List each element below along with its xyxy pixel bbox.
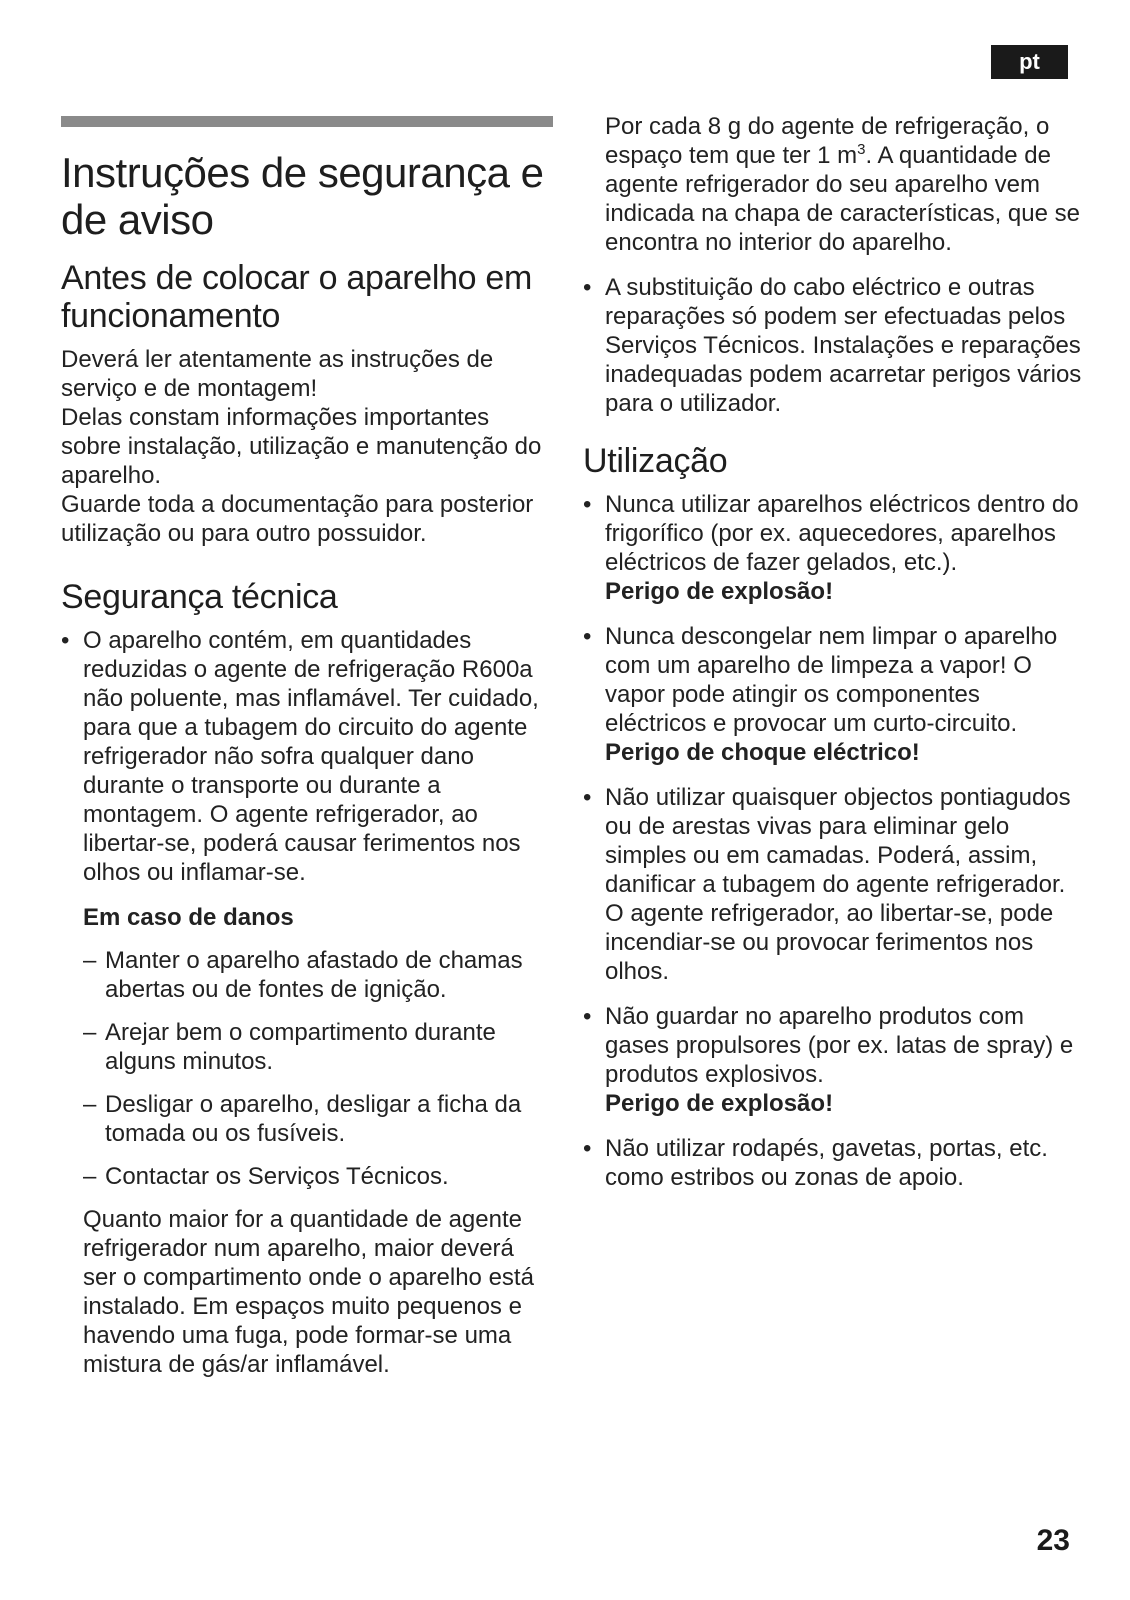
list-item-text: Não guardar no aparelho produtos com gases propulsores (por ex. latas de spray) e produtos explosivos. (605, 1003, 1074, 1088)
quantity-paragraph: Quanto maior for a quantidade de agente refrigerador num aparelho, maior deverá ser o compartimento onde o aparelho está instalado. Em espaços muito pequenos e havendo uma fuga, pode formar-se uma mistura de gás/ar inflamável. (83, 1206, 534, 1378)
page-number: 23 (1036, 1524, 1070, 1557)
warning-text: Perigo de explosão! (605, 1090, 834, 1117)
dash-icon: – (83, 1019, 97, 1046)
intro-paragraphs (61, 345, 553, 548)
section-heading-technical-safety: Segurança técnica (61, 578, 338, 616)
dash-item (61, 1162, 553, 1191)
bullet-icon: • (583, 784, 592, 811)
section-heading-before-use: Antes de colocar o aparelho em funcionamento (61, 259, 533, 335)
list-item-text: A substituição do cabo eléctrico e outras reparações só podem ser efectuadas pelos Serviços Técnicos. Instalações e reparações inadequadas podem acarretar perigos vários para o utilizador. (605, 274, 1082, 417)
bullet-icon: • (583, 1003, 592, 1030)
page-title: Instruções de segurança e de aviso (61, 149, 544, 243)
continued-text-b: . A quantidade de agente refrigerador do seu aparelho vem indicada na chapa de características, que se encontra no interior do aparelho. (605, 142, 1080, 256)
list-item (583, 273, 1083, 418)
bullet-icon: • (583, 491, 592, 518)
list-item (583, 490, 1083, 606)
dash-item (61, 1090, 553, 1148)
intro-paragraph: Guarde toda a documentação para posterior utilização ou para outro possuidor. (61, 491, 534, 547)
section-heading-usage: Utilização (583, 442, 728, 480)
list-item-text: O aparelho contém, em quantidades reduzidas o agente de refrigeração R600a não poluente, mas inflamável. Ter cuidado, para que a tubagem do circuito do agente refrigerador não sofra qualquer dano durante o transporte ou durante a montagem. O agente refrigerador, ao libertar-se, poderá causar ferimentos nos olhos ou inflamar-se. (83, 627, 539, 886)
language-tab: pt (991, 45, 1068, 79)
dash-icon: – (83, 1163, 97, 1190)
list-item (583, 783, 1083, 986)
list-item (583, 1002, 1083, 1118)
list-item-text: Nunca descongelar nem limpar o aparelho com um aparelho de limpeza a vapor! O vapor pode atingir os componentes eléctricos e provocar um curto-circuito. (605, 623, 1058, 737)
intro-paragraph: Delas constam informações importantes sobre instalação, utilização e manutenção do aparelho. (61, 404, 542, 489)
bullet-icon: • (583, 623, 592, 650)
list-item (61, 626, 553, 887)
continued-text-a: Por cada 8 g do agente de refrigeração, o espaço tem que ter 1 m (605, 113, 1050, 169)
section-rule (61, 116, 553, 127)
warning-text: Perigo de explosão! (605, 578, 834, 605)
intro-paragraph: Deverá ler atentamente as instruções de serviço e de montagem! (61, 346, 494, 402)
dash-item-text: Manter o aparelho afastado de chamas abertas ou de fontes de ignição. (105, 947, 523, 1003)
dash-icon: – (83, 947, 97, 974)
list-item-text: Não utilizar quaisquer objectos pontiagudos ou de arestas vivas para eliminar gelo simples ou em camadas. Poderá, assim, danificar a tubagem do agente refrigerador. O agente refrigerador, ao libertar-se, pode incendiar-se ou provocar ferimentos nos olhos. (605, 784, 1071, 985)
dash-item (61, 946, 553, 1004)
list-item (583, 1134, 1083, 1192)
left-column (61, 116, 553, 1379)
dash-item (61, 1018, 553, 1076)
list-item-text: Nunca utilizar aparelhos eléctricos dentro do frigorífico (por ex. aquecedores, aparelhos eléctricos de fazer gelados, etc.). (605, 491, 1079, 576)
dash-item-text: Arejar bem o compartimento durante alguns minutos. (105, 1019, 496, 1075)
list-item (583, 622, 1083, 767)
dash-icon: – (83, 1091, 97, 1118)
superscript: 3 (857, 141, 866, 158)
list-item-text: Não utilizar rodapés, gavetas, portas, etc. como estribos ou zonas de apoio. (605, 1135, 1048, 1191)
continued-paragraph (583, 112, 1083, 257)
warning-text: Perigo de choque eléctrico! (605, 739, 920, 766)
damage-heading: Em caso de danos (83, 904, 294, 931)
dash-item-text: Contactar os Serviços Técnicos. (105, 1163, 449, 1190)
right-column (583, 112, 1083, 1208)
bullet-icon: • (583, 1135, 592, 1162)
bullet-icon: • (61, 627, 70, 654)
dash-item-text: Desligar o aparelho, desligar a ficha da tomada ou os fusíveis. (105, 1091, 522, 1147)
bullet-icon: • (583, 274, 592, 301)
